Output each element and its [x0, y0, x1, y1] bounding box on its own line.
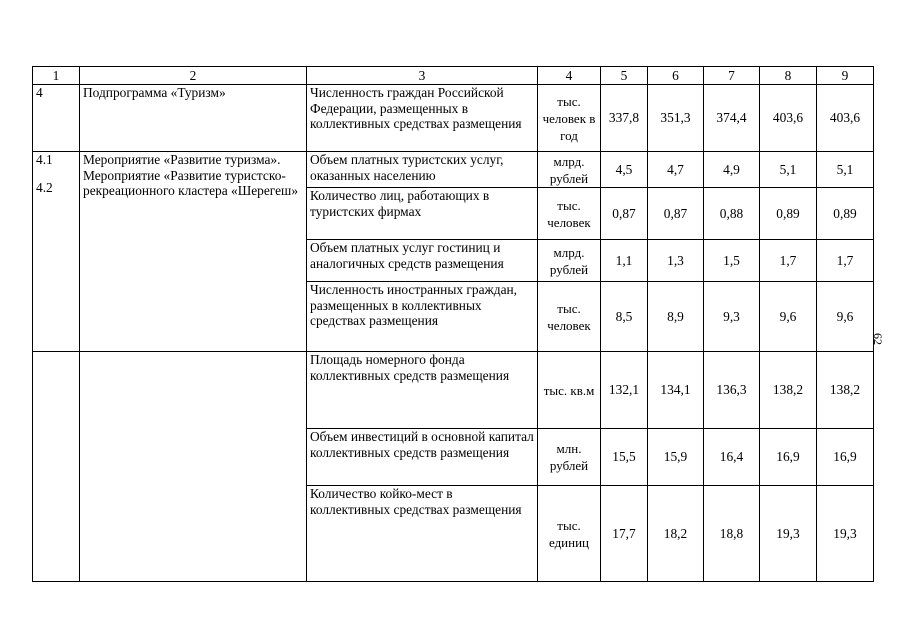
- table-row: [33, 85, 874, 152]
- value-cell: 351,3: [648, 85, 704, 152]
- value-cell: 8,9: [648, 282, 704, 352]
- value-cell: 1,1: [601, 240, 648, 282]
- value-cell: 9,6: [760, 282, 817, 352]
- value-cell: 1,7: [817, 240, 874, 282]
- value-cell: 0,89: [817, 188, 874, 240]
- event-names: [80, 152, 307, 352]
- value-cell: 9,3: [704, 282, 760, 352]
- event-numbers: [33, 152, 80, 352]
- value-cell: 403,6: [817, 85, 874, 152]
- unit-cell: млрд. рублей: [538, 152, 601, 188]
- header-cell: 2: [80, 67, 307, 85]
- event-name: Мероприятие «Развитие туристско-рекреационного кластера «Шерегеш»: [83, 167, 299, 198]
- page-number: 62: [871, 333, 885, 345]
- header-cell: 6: [648, 67, 704, 85]
- value-cell: 0,87: [601, 188, 648, 240]
- empty-cell: [33, 352, 80, 582]
- value-cell: 4,5: [601, 152, 648, 188]
- unit-cell: тыс. человек: [538, 188, 601, 240]
- indicator-name: Площадь номерного фонда коллективных средств размещения: [307, 352, 538, 429]
- header-cell: 1: [33, 67, 80, 85]
- indicator-name: Количество лиц, работающих в туристских фирмах: [307, 188, 538, 240]
- header-cell: 8: [760, 67, 817, 85]
- value-cell: 403,6: [760, 85, 817, 152]
- header-cell: 7: [704, 67, 760, 85]
- indicators-table: [32, 66, 874, 582]
- value-cell: 138,2: [817, 352, 874, 429]
- indicator-name: Объем платных услуг гостиниц и аналогичных средств размещения: [307, 240, 538, 282]
- value-cell: 0,88: [704, 188, 760, 240]
- value-cell: 5,1: [760, 152, 817, 188]
- row-number: 4: [33, 85, 80, 152]
- value-cell: 19,3: [760, 486, 817, 582]
- value-cell: 15,9: [648, 429, 704, 486]
- header-cell: 5: [601, 67, 648, 85]
- unit-cell: млрд. рублей: [538, 240, 601, 282]
- value-cell: 374,4: [704, 85, 760, 152]
- value-cell: 19,3: [817, 486, 874, 582]
- indicator-name: Численность иностранных граждан, размещенных в коллективных средствах размещения: [307, 282, 538, 352]
- value-cell: 0,89: [760, 188, 817, 240]
- value-cell: 136,3: [704, 352, 760, 429]
- value-cell: 16,4: [704, 429, 760, 486]
- table-row: [33, 352, 874, 429]
- value-cell: 138,2: [760, 352, 817, 429]
- event-number: 4.1: [36, 152, 53, 167]
- unit-cell: тыс. человек: [538, 282, 601, 352]
- event-number: 4.2: [36, 179, 53, 195]
- event-name: Мероприятие «Развитие туризма».: [83, 152, 281, 167]
- header-cell: 3: [307, 67, 538, 85]
- header-cell: 4: [538, 67, 601, 85]
- unit-cell: тыс. единиц: [538, 486, 601, 582]
- indicator-name: Объем платных туристских услуг, оказанных населению: [307, 152, 538, 188]
- empty-cell: [80, 352, 307, 582]
- value-cell: 16,9: [817, 429, 874, 486]
- header-cell: 9: [817, 67, 874, 85]
- value-cell: 1,7: [760, 240, 817, 282]
- value-cell: 5,1: [817, 152, 874, 188]
- value-cell: 4,7: [648, 152, 704, 188]
- value-cell: 1,5: [704, 240, 760, 282]
- value-cell: 337,8: [601, 85, 648, 152]
- value-cell: 132,1: [601, 352, 648, 429]
- unit-cell: тыс. человек в год: [538, 85, 601, 152]
- value-cell: 4,9: [704, 152, 760, 188]
- value-cell: 9,6: [817, 282, 874, 352]
- unit-cell: млн. рублей: [538, 429, 601, 486]
- table-row: [33, 152, 874, 188]
- value-cell: 15,5: [601, 429, 648, 486]
- indicator-name: Численность граждан Российской Федерации, размещенных в коллективных средствах размещения: [307, 85, 538, 152]
- value-cell: 16,9: [760, 429, 817, 486]
- value-cell: 134,1: [648, 352, 704, 429]
- subprogram-name: Подпрограмма «Туризм»: [80, 85, 307, 152]
- value-cell: 17,7: [601, 486, 648, 582]
- value-cell: 1,3: [648, 240, 704, 282]
- indicator-name: Количество койко-мест в коллективных средствах размещения: [307, 486, 538, 582]
- indicator-name: Объем инвестиций в основной капитал коллективных средств размещения: [307, 429, 538, 486]
- unit-cell: тыс. кв.м: [538, 352, 601, 429]
- value-cell: 18,2: [648, 486, 704, 582]
- value-cell: 0,87: [648, 188, 704, 240]
- header-row: [33, 67, 874, 85]
- value-cell: 8,5: [601, 282, 648, 352]
- value-cell: 18,8: [704, 486, 760, 582]
